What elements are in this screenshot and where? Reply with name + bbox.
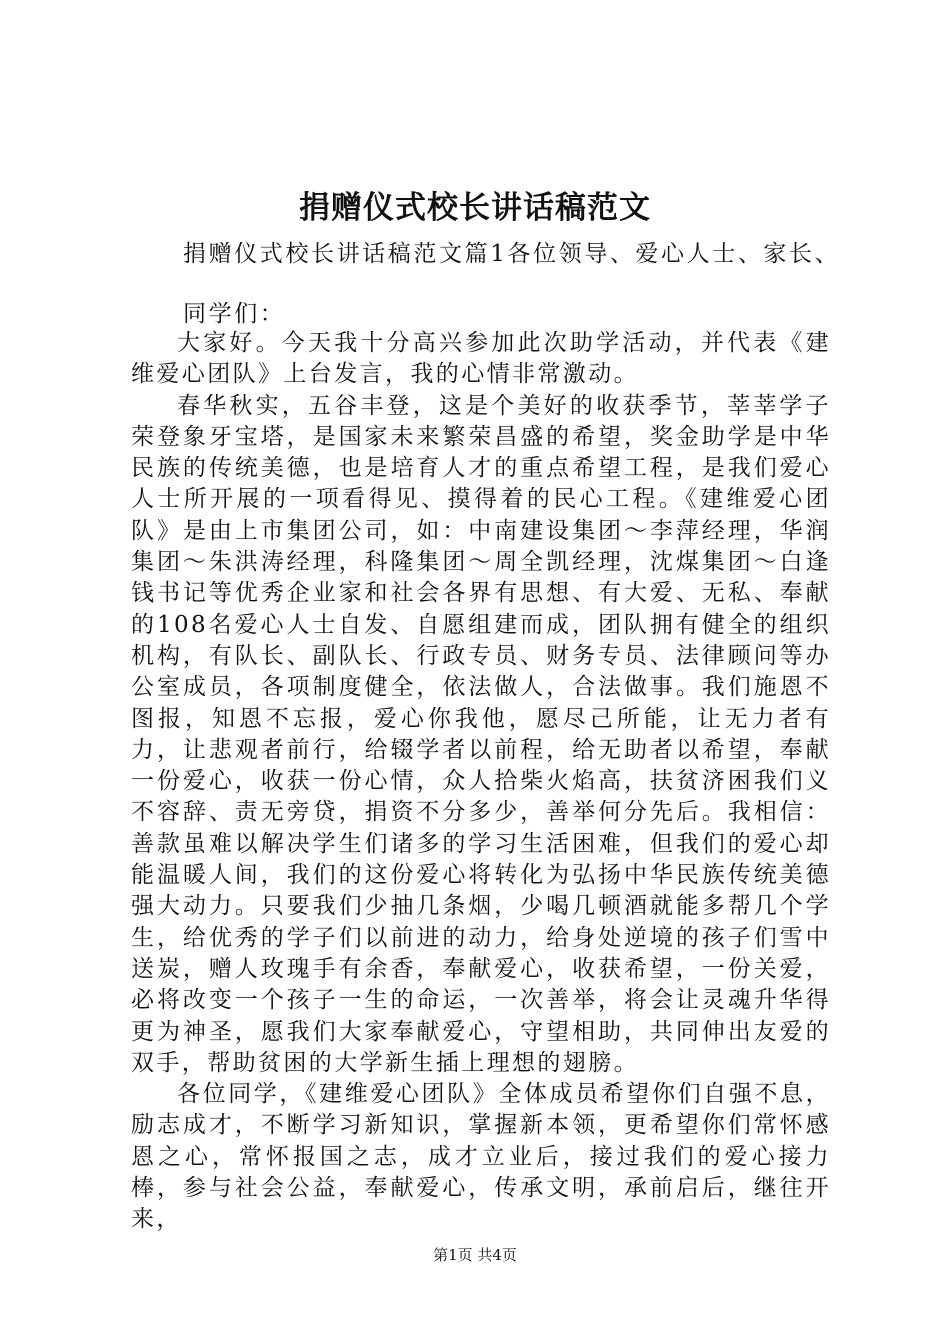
page-footer: 第1页 共4页 xyxy=(433,1246,517,1264)
document-title: 捐赠仪式校长讲话稿范文 xyxy=(299,190,651,226)
document-subtitle: 捐赠仪式校长讲话稿范文篇1各位领导、爱心人士、家长、 xyxy=(183,241,841,267)
document-body xyxy=(131,328,831,1236)
salutation: 同学们： xyxy=(183,301,286,327)
paragraph-greeting: 大家好。今天我十分高兴参加此次助学活动，并代表《建维爱心团队》上台发言，我的心情非常激动。 xyxy=(131,330,831,388)
paragraph-main: 春华秋实，五谷丰登，这是个美好的收获季节，莘莘学子荣登象牙宝塔，是国家未来繁荣昌盛的希望，奖金助学是中华民族的传统美德，也是培育人才的重点希望工程，是我们爱心人士所开展的一项看得见、摸得着的民心工程。《建维爱心团队》是由上市集团公司，如：中南建设集团～李萍经理，华润集团～朱洪涛经理，科隆集团～周全凯经理，沈煤集团～白逢钱书记等优秀企业家和社会各界有思想、有大爱、无私、奉献的108名爱心人士自发、自愿组建而成，团队拥有健全的组织机构，有队长、副队长、行政专员、财务专员、法律顾问等办公室成员，各项制度健全，依法做人，合法做事。我们施恩不图报，知恩不忘报，爱心你我他，愿尽己所能，让无力者有力，让悲观者前行，给辍学者以前程，给无助者以希望，奉献一份爱心，收获一份心情，众人拾柴火焰高，扶贫济困我们义不容辞、责无旁贷，捐资不分多少，善举何分先后。我相信：善款虽难以解决学生们诸多的学习生活困难，但我们的爱心却能温暖人间，我们的这份爱心将转化为弘扬中华民族传统美德强大动力。只要我们少抽几条烟，少喝几顿酒就能多帮几个学生，给优秀的学子们以前进的动力，给身处逆境的孩子们雪中送炭，赠人玫瑰手有余香，奉献爱心，收获希望，一份关爱，必将改变一个孩子一生的命运，一次善举，将会让灵魂升华得更为神圣，愿我们大家奉献爱心，守望相助，共同伸出友爱的双手，帮助贫困的大学新生插上理想的翅膀。 xyxy=(131,392,831,1076)
paragraph-students: 各位同学，《建维爱心团队》全体成员希望你们自强不息，励志成才，不断学习新知识，掌握新本领，更希望你们常怀感恩之心，常怀报国之志，成才立业后，接过我们的爱心接力棒，参与社会公益，奉献爱心，传承文明，承前启后，继往开来， xyxy=(131,1081,831,1233)
